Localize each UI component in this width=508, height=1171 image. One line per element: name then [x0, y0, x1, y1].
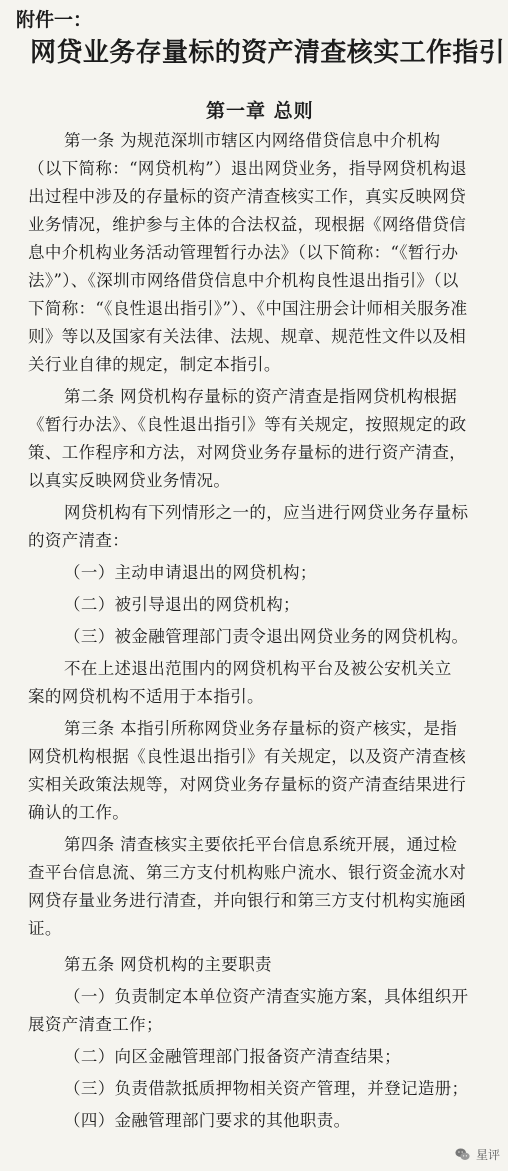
list-item: （四）金融管理部门要求的其他职责。: [64, 1111, 351, 1130]
body-line: 法》”）、《深圳市网络借贷信息中介机构良性退出指引》（以: [28, 271, 459, 290]
body-line: （以下简称：“网贷机构”）退出网贷业务，指导网贷机构退: [28, 159, 467, 178]
body-line: 不在上述退出范围内的网贷机构平台及被公安机关立: [64, 659, 452, 678]
list-item: （一）主动申请退出的网贷机构；: [64, 563, 317, 582]
body-line: 息中介机构业务活动管理暂行办法》（以下简称：“《暂行办: [28, 243, 459, 262]
body-line: 网贷机构有下列情形之一的，应当进行网贷业务存量标: [64, 503, 469, 522]
body-line: 证。: [28, 919, 62, 938]
attachment-label: 附件一：: [16, 9, 93, 31]
body-line: 的资产清查：: [28, 531, 130, 550]
body-line: 第二条 网贷机构存量标的资产清查是指网贷机构根据: [64, 387, 458, 406]
list-item: （一）负责制定本单位资产清查实施方案，具体组织开: [64, 987, 469, 1006]
body-line: 查平台信息流、第三方支付机构账户流水、银行资金流水对: [28, 863, 467, 882]
body-line: 第五条 网贷机构的主要职责: [64, 955, 272, 974]
body-line: 网贷存量业务进行清查，并向银行和第三方支付机构实施函: [28, 891, 467, 910]
body-line: 《暂行办法》、《良性退出指引》等有关规定，按照规定的政: [28, 415, 467, 434]
list-item: （三）负责借款抵质押物相关资产管理，并登记造册；: [64, 1079, 469, 1098]
body-line: 下简称：“《良性退出指引》”）、《中国注册会计师相关服务准: [28, 299, 468, 318]
list-item: （二）被引导退出的网贷机构；: [64, 595, 300, 614]
watermark-text: 星评: [475, 1147, 500, 1162]
chapter-title: 第一章 总则: [206, 100, 314, 122]
document-title: 网贷业务存量标的资产清查核实工作指引: [30, 38, 506, 68]
body-line: 关行业自律的规定，制定本指引。: [28, 355, 281, 374]
body-line: 则》等以及国家有关法律、法规、规章、规范性文件以及相: [28, 327, 467, 346]
watermark: [454, 1146, 500, 1163]
body-line: 网贷机构根据《良性退出指引》有关规定，以及资产清查核: [28, 747, 467, 766]
body-line: 以真实反映网贷业务情况。: [28, 471, 231, 490]
list-item: （二）向区金融管理部门报备资产清查结果；: [64, 1047, 401, 1066]
list-item: （三）被金融管理部门责令退出网贷业务的网贷机构。: [64, 627, 469, 646]
body-line: 展资产清查工作；: [28, 1015, 163, 1034]
body-line: 业务情况，维护参与主体的合法权益，现根据《网络借贷信: [28, 215, 467, 234]
body-line: 实相关政策法规等，对网贷业务存量标的资产清查结果进行: [28, 775, 467, 794]
body-line: 第三条 本指引所称网贷业务存量标的资产核实，是指: [64, 719, 458, 738]
body-line: 第一条 为规范深圳市辖区内网络借贷信息中介机构: [64, 131, 441, 150]
body-line: 第四条 清查核实主要依托平台信息系统开展，通过检: [64, 835, 458, 854]
body-line: 策、工作程序和方法，对网贷业务存量标的进行资产清查，: [28, 443, 467, 462]
body-line: 出过程中涉及的存量标的资产清查核实工作，真实反映网贷: [28, 187, 467, 206]
body-line: 案的网贷机构不适用于本指引。: [28, 687, 264, 706]
wechat-logo-icon: [454, 1146, 471, 1163]
body-line: 确认的工作。: [28, 803, 130, 822]
